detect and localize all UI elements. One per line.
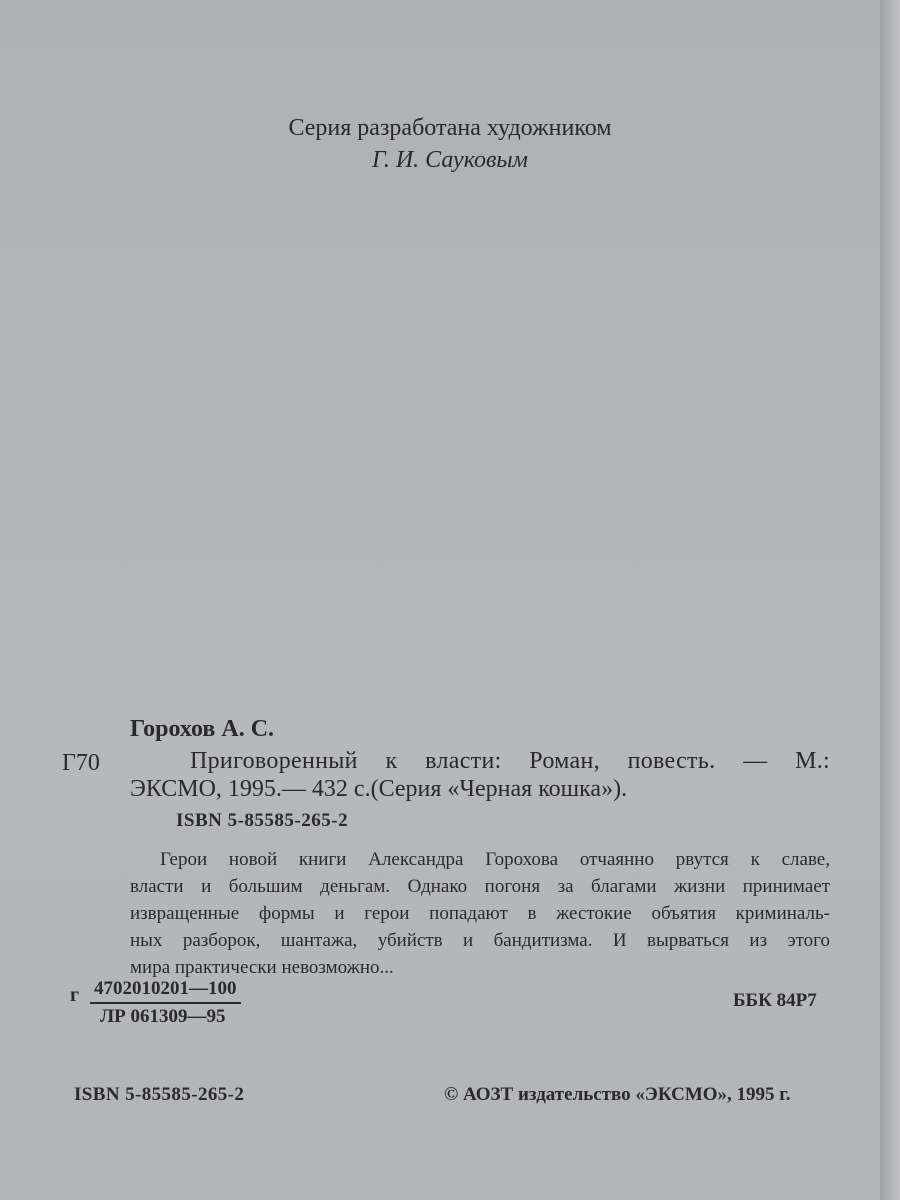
copyright-notice: © АОЗТ издательство «ЭКСМО», 1995 г. (444, 1084, 791, 1105)
series-credits (0, 112, 900, 176)
isbn-footer: ISBN 5-85585-265-2 (74, 1084, 245, 1105)
abstract-line: ных разборок, шантажа, убийств и бандитизма. И вырваться из этого (130, 930, 830, 951)
catalog-code: Г70 (62, 750, 100, 776)
imprint-denominator: ЛР 061309—95 (100, 1006, 226, 1027)
title-line-1: Приговоренный к власти: Роман, повесть. — М.: (190, 748, 830, 774)
page-edge (880, 0, 900, 1200)
abstract-line: извращенные формы и герои попадают в жестокие объятия криминаль- (130, 903, 830, 924)
author-name: Горохов А. С. (130, 716, 275, 742)
bbk-code: ББК 84Р7 (733, 990, 817, 1011)
imprint-fraction (90, 976, 241, 1030)
imprint-letter: г (70, 984, 80, 1006)
book-abstract (130, 846, 830, 981)
abstract-line: мира практически невозможно... (130, 957, 394, 978)
artist-name: Г. И. Сауковым (372, 147, 528, 173)
title-line-2: ЭКСМО, 1995.— 432 с.(Серия «Черная кошка»). (130, 776, 628, 802)
series-designer-line: Серия разработана художником (288, 115, 612, 141)
abstract-line: власти и большим деньгам. Однако погоня за благами жизни принимает (130, 876, 830, 897)
imprint-numerator: 4702010201—100 (90, 976, 241, 1004)
abstract-line: Герои новой книги Александра Горохова отчаянно рвутся к славе, (160, 849, 830, 870)
isbn-record: ISBN 5-85585-265-2 (176, 810, 349, 831)
